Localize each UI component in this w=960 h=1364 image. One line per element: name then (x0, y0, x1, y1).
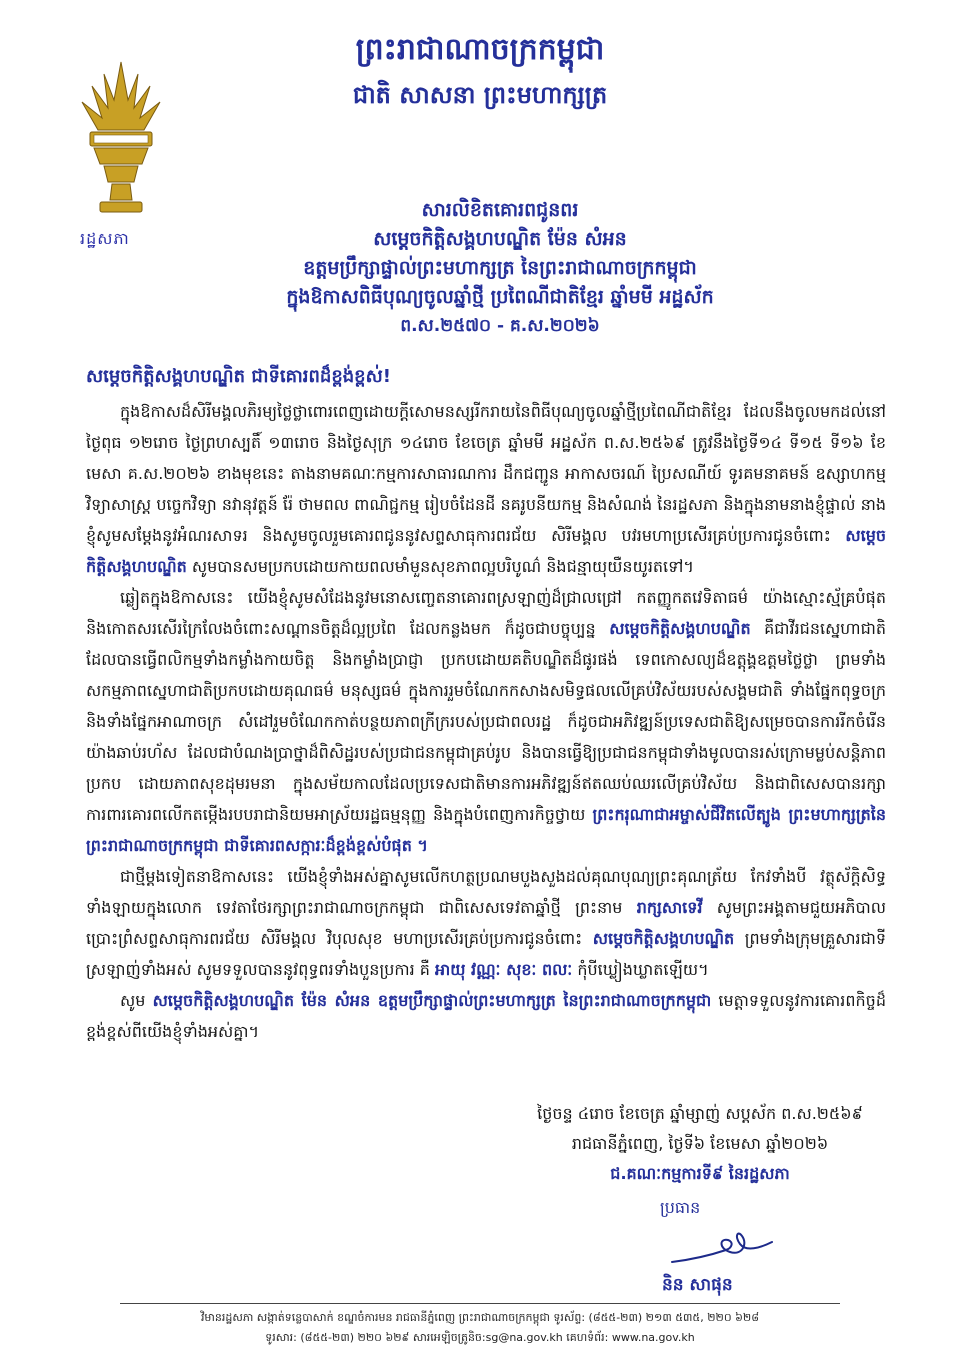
paragraph-3-name: សម្តេចកិត្តិសង្គហបណ្ឌិត (592, 929, 735, 948)
paragraph-4-name: សម្តេចកិត្តិសង្គហបណ្ឌិត ម៉ែន សំអន ឧត្តមប្រឹក្សាផ្ទាល់ព្រះមហាក្សត្រ នៃព្រះរាជាណាចក្រកម្ពុជា (152, 991, 712, 1010)
heading-line-1: សារលិខិតគោរពជូនពរ (421, 199, 579, 221)
paragraph-1-end: សូមបានសមប្រកបដោយកាយពលមាំមួនសុខភាពល្អបរិបូណ៌ និងជន្មាយុយឺនយូរតទៅ។ (191, 557, 694, 576)
heading-date: ព.ស.២៥៧០ - គ.ស.២០២៦ (400, 316, 600, 336)
paragraph-4-pre: សូម (120, 991, 146, 1010)
paragraph-3-blessing: អាយុ វណ្ណៈ សុខៈ ពលៈ (435, 960, 573, 979)
institution-label: រដ្ឋសភា (80, 229, 130, 248)
salutation: សម្តេចកិត្តិសង្គហបណ្ឌិត ជាទីគោរពដ៏ខ្ពង់ខ្ពស់! (86, 366, 391, 387)
lunar-date: ថ្ងៃចន្ទ ៤រោច ខែចេត្រ ឆ្នាំម្សាញ់ សប្តស័ក ព.ស.២៥៦៩ (537, 1104, 863, 1123)
paragraph-3-text: ជាថ្មីម្តងទៀតនាឱកាសនេះ យើងខ្ញុំទាំងអស់គ្នាសូមលើកហត្ថប្រណមបួងសួងដល់គុណបុណ្យព្រះគុណត្រ័យ កែវទាំងបី វត្ថុស័ក្តិសិទ្ធទាំងឡាយក្នុងលោក ទេវតាថែរក្សាព្រះរាជាណាចក្រកម្ពុជា ជាពិសេសទេវតាឆ្នាំថ្មី ព្រះនាម (86, 867, 886, 917)
signature-block (500, 1099, 900, 1189)
royal-emblem-icon (76, 60, 166, 220)
footer (60, 1308, 900, 1348)
footer-divider (120, 1303, 840, 1304)
national-motto: ជាតិ សាសនា ព្រះមហាក្សត្រ (352, 80, 608, 109)
paragraph-3-end: កុំបីឃ្លៀងឃ្លាតឡើយ។ (577, 960, 709, 979)
paragraph-2 (86, 582, 886, 861)
paragraph-2-end: ព្រះករុណាជាអម្ចាស់ជីវិតលើត្បូង ព្រះមហាក្សត្រនៃព្រះរាជាណាចក្រកម្ពុជា ជាទីគោរពសក្ការៈដ៏ខ្ពង់ខ្ពស់បំផុត ។ (86, 805, 887, 855)
paragraph-1-text: ក្នុងឱកាសដ៏សិរីមង្គលភិរម្យថ្លៃថ្លាពោរពេញដោយក្តីសោមនស្សរីករាយនៃពិធីបុណ្យចូលឆ្នាំថ្មីប្រពៃណីជាតិខ្មែរ ដែលនឹងចូលមកដល់នៅថ្ងៃពុធ ១២រោច ថ្ងៃព្រហស្បតិ៍ ១៣រោច និងថ្ងៃសុក្រ ១៤រោច ខែចេត្រ ឆ្នាំមមី អដ្ឋស័ក ព.ស.២៥៦៩ ត្រូវនឹងថ្ងៃទី១៤ ទី១៥ ទី១៦ ខែមេសា គ.ស.២០២៦ ខាងមុខនេះ តាងនាមគណៈកម្មការសាធារណការ ដឹកជញ្ជូន អាកាសចរណ៍ ប្រៃសណីយ៍ ទូរគមនាគមន៍ ឧស្សាហកម្ម វិទ្យាសាស្ត្រ បច្ចេកវិទ្យា នវានុវត្តន៍ រ៉ែ ថាមពល ពាណិជ្ជកម្ម រៀបចំដែនដី នគរូបនីយកម្ម និងសំណង់ នៃរដ្ឋសភា និងក្នុងនាមនាងខ្ញុំផ្ទាល់ នាងខ្ញុំសូមសម្តែងនូវអំណរសាទរ និងសូមចូលរួមគោរពជូននូវសព្ទសាធុការពរជ័យ សិរីមង្គល បវរមហាប្រសើរគ្រប់ប្រការជូនចំពោះ (86, 402, 886, 545)
committee-name: ជ.គណៈកម្មការទី៩ នៃរដ្ឋសភា (610, 1164, 790, 1183)
paragraph-2-mid: គឺជាវីរជនស្នេហាជាតិ ដែលបានធ្វើពលិកម្មទាំងកម្លាំងកាយចិត្ត និងកម្លាំងប្រាជ្ញា ប្រកបដោយគតិបណ្ឌិតដ៏ផូរផង់ ទេពកោសល្យដ៏ឧត្តុង្គឧត្តមថ្លៃថ្លា ព្រមទាំងសកម្មភាពស្នេហាជាតិប្រកបដោយគុណធម៌ មនុស្សធម៌ ក្នុងការរួមចំណែកកសាងសមិទ្ធផលលើគ្រប់វិស័យរបស់សង្គមជាតិ ទាំងផ្នែកពុទ្ធចក្រ និងទាំងផ្នែកអាណាចក្រ សំដៅរួមចំណែកកាត់បន្ថយភាពក្រីក្ររបស់ប្រជាពលរដ្ឋ ក៏ដូចជាអភិវឌ្ឍន៍ប្រទេសជាតិឱ្យសម្រេចបានការរីកចំរើនយ៉ាងឆាប់រហ័ស ដែលជាបំណងប្រាថ្នាដ៏ពិសិដ្ឋរបស់ប្រជាជនកម្ពុជាគ្រប់រូប និងបានធ្វើឱ្យប្រជាជនកម្ពុជាទាំងមូលបានរស់ក្រោមម្លប់សន្តិភាពប្រកប ដោយភាពសុខដុមរមនា ក្នុងសម័យកាលដែលប្រទេសជាតិមានការអភិវឌ្ឍន៍ឥតឈប់ឈរលើគ្រប់វិស័យ និងជាពិសេសបានរក្សាការពារគោរពលើកតម្កើងរបបរាជានិយមអាស្រ័យរដ្ឋធម្មនុញ្ញ និងក្នុងបំពេញការកិច្ចថ្វាយ (86, 619, 886, 824)
footer-address: វិមានរដ្ឋសភា សង្កាត់ទន្លេបាសាក់ ខណ្ឌចំការមន រាជធានីភ្នំពេញ ព្រះរាជាណាចក្រកម្ពុជា ទូរស័ព្ទ: (៨៥៥-២៣) ២១៣ ៥៣៥, ២២០ ៦២៨ (200, 1311, 760, 1324)
paragraph-3-mid2: ព្រមទាំងក្រុមគ្រួសារជាទីស្រឡាញ់ទាំងអស់ សូមទទួលបាននូវពុទ្ធពរទាំងបួនប្រការ គឺ (86, 929, 886, 979)
paragraph-4 (86, 985, 886, 1047)
signer-title: ប្រធាន (660, 1198, 701, 1217)
paragraph-4-end: មេត្តាទទួលនូវការគោរពកិច្ចដ៏ខ្ពង់ខ្ពស់ពីយើងខ្ញុំទាំងអស់គ្នា។ (86, 991, 886, 1041)
paragraph-1-name: សម្តេចកិត្តិសង្គហបណ្ឌិត (86, 526, 886, 576)
letter-body (86, 396, 886, 1047)
paragraph-2-name: សម្តេចកិត្តិសង្គហបណ្ឌិត (609, 619, 751, 638)
place-date: រាជធានីភ្នំពេញ, ថ្ងៃទី៦ ខែមេសា ឆ្នាំ២០២៦ (571, 1134, 829, 1153)
paragraph-3 (86, 861, 886, 985)
heading-line-2: សម្តេចកិត្តិសង្គហបណ្ឌិត ម៉ែន សំអន (373, 228, 627, 250)
kingdom-title: ព្រះរាជាណាចក្រកម្ពុជា (355, 32, 605, 67)
handwritten-signature-icon (668, 1222, 778, 1272)
letter-heading (180, 196, 820, 341)
paragraph-3-mid: សូមព្រះអង្គតាមជួយអភិបាលប្រោះព្រំសព្ទសាធុការពរជ័យ សិរីមង្គល វិបុលសុខ មហាប្រសើរគ្រប់ប្រការជូនចំពោះ (86, 898, 886, 948)
signer-name: និន សាផុន (662, 1275, 733, 1295)
paragraph-2-text: ឆ្លៀតក្នុងឱកាសនេះ យើងខ្ញុំសូមសំដែងនូវមនោសញ្ចេតនាគោរពស្រឡាញ់ដ៏ជ្រាលជ្រៅ កតញ្ញូកតវេទិតាធម៌ យ៉ាងស្មោះស្ម័គ្របំផុត និងកោតសរសើរក្រៃលែងចំពោះសណ្តានចិត្តដ៏ល្អប្រពៃ ដែលកន្លងមក ក៏ដូចជាបច្ចុប្បន្ន (86, 588, 886, 638)
paragraph-1 (86, 396, 886, 582)
paragraph-3-deity: រាក្សសាទេវី (636, 898, 703, 917)
footer-contact: ទូរសារ: (៨៥៥-២៣) ២២០ ៦២៩ សារអេឡិចត្រូនិច:sg@na.gov.kh គេហទំព័រ: www.na.gov.kh (265, 1331, 695, 1344)
heading-line-3: ឧត្តមប្រឹក្សាផ្ទាល់ព្រះមហាក្សត្រ នៃព្រះរាជាណាចក្រកម្ពុជា (303, 257, 697, 279)
heading-line-4: ក្នុងឱកាសពិធីបុណ្យចូលឆ្នាំថ្មី ប្រពៃណីជាតិខ្មែរ ឆ្នាំមមី អដ្ឋស័ក (286, 286, 714, 308)
